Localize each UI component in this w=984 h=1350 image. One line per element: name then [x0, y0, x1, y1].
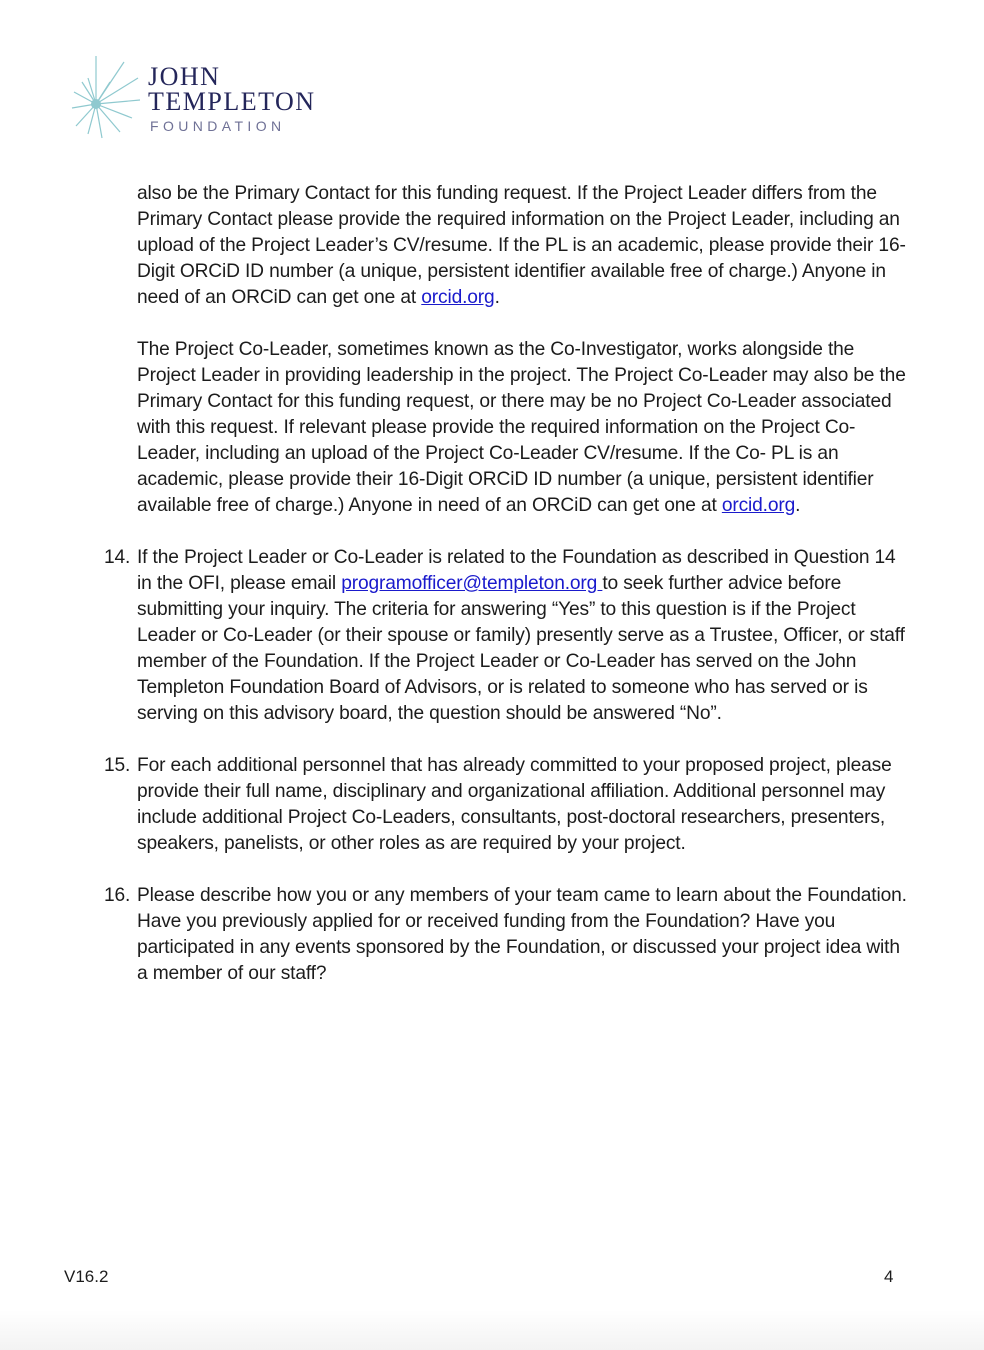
orcid-link[interactable]: orcid.org [721, 495, 796, 516]
logo-line-john: JOHN [148, 62, 221, 91]
program-officer-email-link[interactable]: programofficer@templeton.org [341, 573, 603, 594]
logo-line-foundation: FOUNDATION [150, 118, 286, 134]
question-text-continued: to seek further advice before submitting your inquiry. The criteria for answering “Yes” to this question is if the Project Leader or Co-Leader (or their spouse or family) presently serve as a Trustee, Officer, or staff member of the Foundation. If the Project Leader or Co-Leader has served on the John Templeton Foundation Board of Advisors, or is related to someone who has served or is serving on this advisory board, the question should be answered “No”. [137, 573, 905, 724]
foundation-logo [70, 52, 350, 142]
paragraph-text: also be the Primary Contact for this funding request. If the Project Leader differs from the Primary Contact please provide the required information on the Project Leader, including an upload of the Project Leader’s CV/resume. If the PL is an academic, please provide their 16-Digit ORCiD ID number (a unique, persistent identifier available free of charge.) Anyone in need of an ORCiD can get one at [137, 183, 906, 308]
question-number: 15. [104, 755, 131, 776]
starburst-icon [70, 52, 142, 142]
question-number: 16. [104, 885, 131, 906]
question-text: For each additional personnel that has already committed to your proposed project, please provide their full name, disciplinary and organizational affiliation. Additional personnel may include additional Project Co-Leaders, consultants, post-doctoral researchers, presenters, speakers, panelists, or other roles as are required by your project. [137, 755, 892, 854]
logo-line-templeton: TEMPLETON [148, 87, 316, 116]
version-label: V16.2 [64, 1267, 109, 1286]
question-15 [104, 753, 907, 857]
paragraph-text: The Project Co-Leader, sometimes known as the Co-Investigator, works alongside the Project Leader in providing leadership in the project. The Project Co-Leader may also be the Primary Contact for this funding request, or there may be no Project Co-Leader associated with this request. If relevant please provide the required information on the Project Co-Leader, including an upload of the Project Co-Leader CV/resume. If the Co- PL is an academic, please provide their 16-Digit ORCiD ID number (a unique, persistent identifier available free of charge.) Anyone in need of an ORCiD can get one at [137, 339, 906, 516]
question-number: 14. [104, 547, 131, 568]
page-bottom-shade [0, 1310, 984, 1350]
question-text: If the Project Leader or Co-Leader is related to the Foundation as described in Question 14 in the OFI, please email [137, 547, 896, 594]
orcid-link[interactable]: orcid.org [421, 287, 495, 308]
project-co-leader-paragraph [137, 337, 907, 519]
project-leader-paragraph [137, 181, 907, 311]
question-14 [104, 545, 907, 727]
page-number: 4 [884, 1267, 894, 1286]
question-16 [104, 883, 907, 987]
punctuation: . [795, 495, 801, 516]
question-text: Please describe how you or any members of your team came to learn about the Foundation. Have you previously applied for or received funding from the Foundation? Have you participated in any events sponsored by the Foundation, or discussed your project idea with a member of our staff? [137, 885, 907, 984]
punctuation: . [494, 287, 500, 308]
document-body [104, 181, 907, 1013]
